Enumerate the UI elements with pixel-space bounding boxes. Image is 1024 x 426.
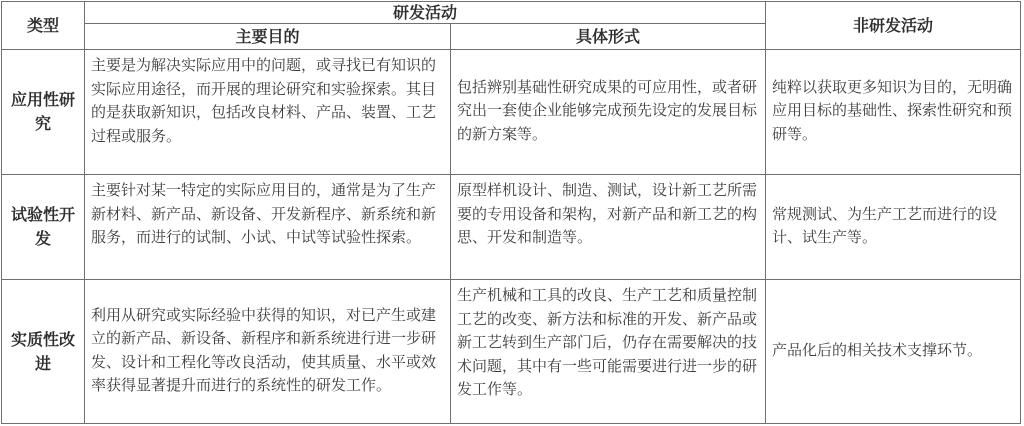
header-rd-activities: 研发活动 (85, 2, 766, 24)
row-type-applied-research: 应用性研究 (2, 50, 85, 175)
header-main-purpose: 主要目的 (85, 24, 451, 50)
cell-purpose: 主要是为解决实际应用中的问题，或寻找已有知识的实际应用途径，而开展的理论研究和实验探索。其目的是获取新知识，包括改良材料、产品、装置、工艺过程或服务。 (85, 50, 451, 175)
cell-non-rd: 常规测试、为生产工艺而进行的设计、试生产等。 (766, 175, 1021, 280)
cell-non-rd: 产品化后的相关技术支撑环节。 (766, 280, 1021, 424)
cell-form: 原型样机设计、制造、测试，设计新工艺所需要的专用设备和架构，对新产品和新工艺的构思、开发和制造等。 (451, 175, 766, 280)
rd-activities-table (1, 1, 1021, 424)
cell-purpose: 利用从研究或实际经验中获得的知识，对已产生或建立的新产品、新设备、新程序和新系统进行进一步研发、设计和工程化等改良活动，使其质量、水平或效率获得显著提升而进行的系统性的研发工作。 (85, 280, 451, 424)
cell-non-rd: 纯粹以获取更多知识为目的，无明确应用目标的基础性、探索性研究和预研等。 (766, 50, 1021, 175)
table-row (2, 280, 1021, 424)
cell-purpose: 主要针对某一特定的实际应用目的，通常是为了生产新材料、新产品、新设备、开发新程序、新系统和新服务，而进行的试制、小试、中试等试验性探索。 (85, 175, 451, 280)
header-specific-form: 具体形式 (451, 24, 766, 50)
cell-form: 包括辨别基础性研究成果的可应用性，或者研究出一套使企业能够完成预先设定的发展目标的新方案等。 (451, 50, 766, 175)
row-type-experimental-development: 试验性开发 (2, 175, 85, 280)
header-non-rd-activities: 非研发活动 (766, 2, 1021, 50)
table-row (2, 175, 1021, 280)
cell-form: 生产机械和工具的改良、生产工艺和质量控制工艺的改变、新方法和标准的开发、新产品或新工艺转到生产部门后，仍存在需要解决的技术问题，其中有一些可能需要进行进一步的研发工作等。 (451, 280, 766, 424)
header-type: 类型 (2, 2, 85, 50)
row-type-substantial-improvement: 实质性改进 (2, 280, 85, 424)
table-row (2, 50, 1021, 175)
